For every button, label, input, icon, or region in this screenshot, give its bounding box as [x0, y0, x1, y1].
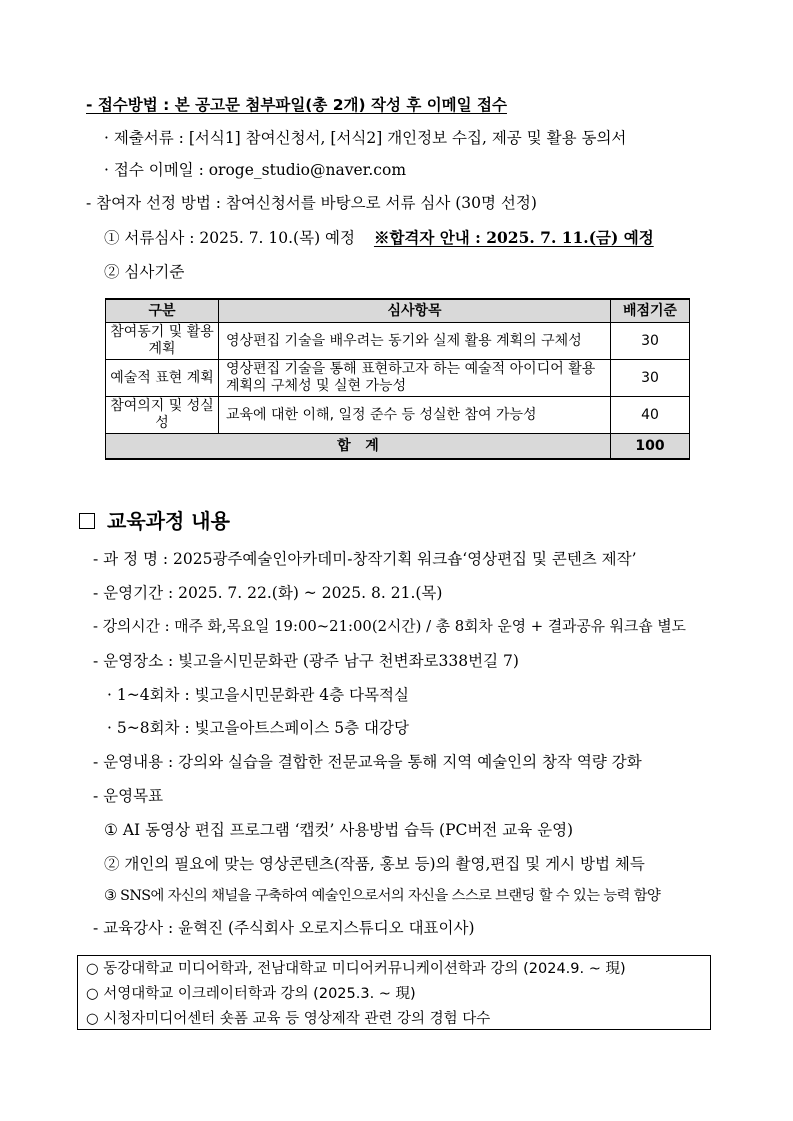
header-category: 구분 — [106, 299, 219, 323]
row-score: 30 — [611, 360, 690, 397]
course-period: - 운영기간 : 2025. 7. 22.(화) ~ 2025. 8. 21.(목) — [93, 584, 443, 602]
table-row — [106, 323, 690, 360]
course-goal-2: ② 개인의 필요에 맞는 영상콘텐츠(작품, 홍보 등)의 촬영,편집 및 게시 방법 체득 — [104, 855, 645, 873]
venue-sessions-1-4: · 1~4회차 : 빛고을시민문화관 4층 다목적실 — [107, 686, 409, 704]
submission-docs: · 제출서류 : [서식1] 참여신청서, [서식2] 개인정보 수집, 제공 및 활용 동의서 — [104, 129, 627, 147]
header-score: 배점기준 — [611, 299, 690, 323]
row-score: 30 — [611, 323, 690, 360]
pass-notice: ※합격자 안내 : 2025. 7. 11.(금) 예정 — [373, 228, 654, 247]
screening-date — [104, 228, 654, 248]
career-item: ○ 서영대학교 이크레이터학과 강의 (2025.3. ~ 現) — [86, 986, 416, 1002]
total-score: 100 — [611, 434, 690, 460]
row-item: 영상편집 기술을 배우려는 동기와 실제 활용 계획의 구체성 — [219, 323, 611, 360]
career-item: ○ 시청자미디어센터 숏폼 교육 등 영상제작 관련 강의 경험 다수 — [86, 1011, 491, 1027]
row-category: 예술적 표현 계획 — [106, 360, 219, 397]
table-row — [106, 397, 690, 434]
row-category: 참여동기 및 활용계획 — [106, 323, 219, 360]
application-method: - 접수방법 : 본 공고문 첨부파일(총 2개) 작성 후 이메일 접수 — [86, 96, 507, 114]
section-heading: 교육과정 내용 — [79, 508, 230, 534]
row-item: 영상편집 기술을 통해 표현하고자 하는 예술적 아이디어 활용 계획의 구체성 및 실현 가능성 — [219, 360, 611, 397]
row-item: 교육에 대한 이해, 일정 준수 등 성실한 참여 가능성 — [219, 397, 611, 434]
course-time: - 강의시간 : 매주 화,목요일 19:00~21:00(2시간) / 총 8회차 운영 + 결과공유 워크숍 별도 — [93, 618, 686, 635]
row-category: 참여의지 및 성실성 — [106, 397, 219, 434]
instructor-career-box — [77, 955, 711, 1030]
selection-method: - 참여자 선정 방법 : 참여신청서를 바탕으로 서류 심사 (30명 선정) — [86, 194, 537, 212]
submission-email: · 접수 이메일 : oroge_studio@naver.com — [104, 161, 407, 179]
course-instructor: - 교육강사 : 윤혁진 (주식회사 오로지스튜디오 대표이사) — [93, 919, 475, 937]
screening-prefix: ① 서류심사 : 2025. 7. 10.(목) 예정 — [104, 229, 356, 247]
course-content: - 운영내용 : 강의와 실습을 결합한 전문교육을 통해 지역 예술인의 창작 역량 강화 — [93, 753, 642, 771]
venue-sessions-5-8: · 5~8회차 : 빛고을아트스페이스 5층 대강당 — [107, 719, 409, 737]
criteria-table — [105, 298, 690, 460]
course-name: - 과 정 명 : 2025광주예술인아카데미-창작기획 워크숍‘영상편집 및 콘텐츠 제작’ — [93, 550, 637, 568]
course-goal-3: ③ SNS에 자신의 채널을 구축하여 예술인으로서의 자신을 스스로 브랜딩 할 수 있는 능력 함양 — [104, 888, 661, 904]
total-row — [106, 434, 690, 460]
row-score: 40 — [611, 397, 690, 434]
course-venue: - 운영장소 : 빛고을시민문화관 (광주 남구 천변좌로338번길 7) — [93, 652, 519, 670]
course-goal-1: ① AI 동영상 편집 프로그램 ‘캡컷’ 사용방법 습득 (PC버전 교육 운영) — [104, 821, 574, 839]
table-row — [106, 360, 690, 397]
header-item: 심사항목 — [219, 299, 611, 323]
checkbox-square-icon — [79, 513, 95, 529]
criteria-header-row — [106, 299, 690, 323]
criteria-label: ② 심사기준 — [104, 263, 185, 281]
course-goals-label: - 운영목표 — [93, 787, 164, 805]
career-item: ○ 동강대학교 미디어학과, 전남대학교 미디어커뮤니케이션학과 강의 (2024.9. ~ 現) — [86, 961, 626, 977]
total-label: 합 계 — [106, 434, 611, 460]
